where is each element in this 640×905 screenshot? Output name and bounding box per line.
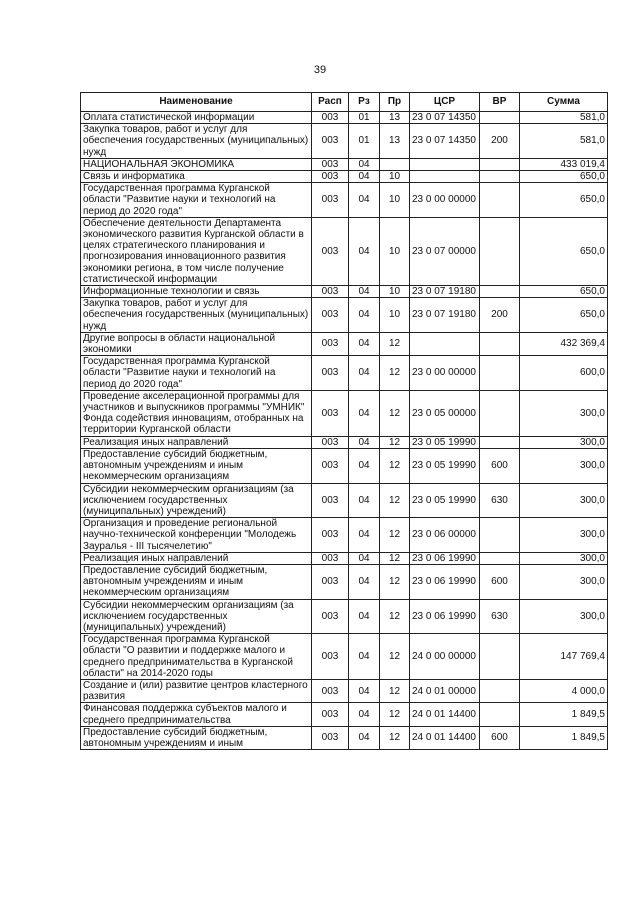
cell-name: Создание и (или) развитие центров кластерного развития	[81, 679, 312, 702]
cell-vr: 630	[480, 599, 520, 634]
cell-rz: 04	[349, 356, 380, 391]
cell-rz: 04	[349, 564, 380, 599]
cell-vr	[480, 703, 520, 726]
cell-pr: 12	[380, 726, 410, 749]
cell-sum: 300,0	[520, 436, 608, 448]
cell-rasp: 003	[312, 390, 349, 436]
cell-pr: 12	[380, 703, 410, 726]
cell-rasp: 003	[312, 217, 349, 285]
cell-vr	[480, 552, 520, 564]
table-body	[81, 112, 608, 750]
cell-name: Организация и проведение региональной научно-технической конференции "Молодежь Зауралья - III тысячелетию"	[81, 518, 312, 553]
cell-rz: 04	[349, 217, 380, 285]
cell-csr: 24 0 00 00000	[410, 634, 480, 680]
cell-rz: 04	[349, 158, 380, 170]
cell-pr: 12	[380, 436, 410, 448]
cell-rasp: 003	[312, 183, 349, 218]
table-row	[81, 599, 608, 634]
page-number: 39	[313, 64, 327, 76]
cell-csr: 23 0 07 14350	[410, 112, 480, 124]
cell-rasp: 003	[312, 634, 349, 680]
table-row	[81, 112, 608, 124]
cell-pr: 12	[380, 518, 410, 553]
table-row	[81, 483, 608, 518]
cell-csr: 24 0 01 14400	[410, 726, 480, 749]
table-row	[81, 436, 608, 448]
cell-csr	[410, 332, 480, 355]
cell-name: Связь и информатика	[81, 171, 312, 183]
cell-vr	[480, 332, 520, 355]
header-pr: Пр	[380, 93, 410, 112]
cell-csr: 23 0 06 00000	[410, 518, 480, 553]
cell-pr: 12	[380, 356, 410, 391]
table-row	[81, 634, 608, 680]
header-rasp: Расп	[312, 93, 349, 112]
cell-name: Реализация иных направлений	[81, 552, 312, 564]
cell-csr: 24 0 01 14400	[410, 703, 480, 726]
cell-sum: 300,0	[520, 518, 608, 553]
cell-sum: 650,0	[520, 298, 608, 333]
cell-pr: 13	[380, 124, 410, 159]
cell-pr: 10	[380, 171, 410, 183]
cell-sum: 1 849,5	[520, 703, 608, 726]
cell-name: Другие вопросы в области национальной экономики	[81, 332, 312, 355]
cell-pr	[380, 158, 410, 170]
cell-sum: 650,0	[520, 286, 608, 298]
cell-rz: 04	[349, 599, 380, 634]
cell-sum: 600,0	[520, 356, 608, 391]
cell-sum: 300,0	[520, 448, 608, 483]
cell-vr	[480, 217, 520, 285]
cell-rasp: 003	[312, 518, 349, 553]
cell-rasp: 003	[312, 124, 349, 159]
table-row	[81, 679, 608, 702]
cell-rasp: 003	[312, 703, 349, 726]
cell-rasp: 003	[312, 112, 349, 124]
cell-name: Финансовая поддержка субъектов малого и среднего предпринимательства	[81, 703, 312, 726]
cell-name: Оплата статистической информации	[81, 112, 312, 124]
cell-sum: 300,0	[520, 552, 608, 564]
cell-name: Предоставление субсидий бюджетным, автономным учреждениям и иным некоммерческим организациям	[81, 448, 312, 483]
cell-name: Субсидии некоммерческим организациям (за исключением государственных (муниципальных) учреждений)	[81, 599, 312, 634]
cell-rz: 04	[349, 436, 380, 448]
cell-sum: 650,0	[520, 171, 608, 183]
cell-csr: 23 0 06 19990	[410, 599, 480, 634]
cell-vr	[480, 634, 520, 680]
table-row	[81, 448, 608, 483]
cell-rz: 04	[349, 171, 380, 183]
cell-csr: 24 0 01 00000	[410, 679, 480, 702]
cell-name: Субсидии некоммерческим организациям (за исключением государственных (муниципальных) учреждений)	[81, 483, 312, 518]
cell-name: Закупка товаров, работ и услуг для обеспечения государственных (муниципальных) нужд	[81, 124, 312, 159]
cell-vr: 200	[480, 298, 520, 333]
cell-name: Предоставление субсидий бюджетным, автономным учреждениям и иным	[81, 726, 312, 749]
cell-vr: 630	[480, 483, 520, 518]
cell-rz: 04	[349, 483, 380, 518]
cell-rasp: 003	[312, 726, 349, 749]
table-row	[81, 332, 608, 355]
table-row	[81, 390, 608, 436]
cell-rz: 04	[349, 703, 380, 726]
cell-csr: 23 0 05 19990	[410, 483, 480, 518]
cell-csr: 23 0 06 19990	[410, 552, 480, 564]
cell-rz: 01	[349, 124, 380, 159]
table-row	[81, 286, 608, 298]
cell-rz: 04	[349, 679, 380, 702]
cell-sum: 147 769,4	[520, 634, 608, 680]
cell-vr	[480, 112, 520, 124]
cell-name: Закупка товаров, работ и услуг для обеспечения государственных (муниципальных) нужд	[81, 298, 312, 333]
cell-pr: 12	[380, 390, 410, 436]
cell-rz: 04	[349, 332, 380, 355]
cell-csr: 23 0 07 19180	[410, 286, 480, 298]
cell-rz: 01	[349, 112, 380, 124]
cell-vr	[480, 436, 520, 448]
cell-vr: 600	[480, 448, 520, 483]
cell-rasp: 003	[312, 298, 349, 333]
cell-vr: 600	[480, 564, 520, 599]
cell-rasp: 003	[312, 286, 349, 298]
cell-pr: 10	[380, 217, 410, 285]
cell-rz: 04	[349, 552, 380, 564]
cell-rasp: 003	[312, 356, 349, 391]
cell-rasp: 003	[312, 679, 349, 702]
cell-sum: 581,0	[520, 124, 608, 159]
cell-rz: 04	[349, 298, 380, 333]
table-row	[81, 564, 608, 599]
table-row	[81, 552, 608, 564]
cell-name: Предоставление субсидий бюджетным, автономным учреждениям и иным некоммерческим организациям	[81, 564, 312, 599]
cell-rasp: 003	[312, 448, 349, 483]
cell-pr: 10	[380, 183, 410, 218]
cell-pr: 12	[380, 552, 410, 564]
cell-sum: 650,0	[520, 183, 608, 218]
cell-pr: 12	[380, 448, 410, 483]
cell-csr: 23 0 06 19990	[410, 564, 480, 599]
cell-sum: 300,0	[520, 390, 608, 436]
cell-vr	[480, 679, 520, 702]
cell-sum: 4 000,0	[520, 679, 608, 702]
table-header-row	[81, 93, 608, 112]
cell-rasp: 003	[312, 552, 349, 564]
cell-vr	[480, 158, 520, 170]
cell-csr	[410, 171, 480, 183]
cell-csr: 23 0 05 00000	[410, 390, 480, 436]
cell-rasp: 003	[312, 158, 349, 170]
cell-csr: 23 0 00 00000	[410, 183, 480, 218]
cell-sum: 650,0	[520, 217, 608, 285]
cell-rz: 04	[349, 183, 380, 218]
cell-csr: 23 0 07 00000	[410, 217, 480, 285]
header-vr: ВР	[480, 93, 520, 112]
cell-name: Государственная программа Курганской области "Развитие науки и технологий на период до 2020 года"	[81, 356, 312, 391]
cell-csr	[410, 158, 480, 170]
table-row	[81, 183, 608, 218]
cell-vr: 600	[480, 726, 520, 749]
cell-rasp: 003	[312, 436, 349, 448]
cell-csr: 23 0 05 19990	[410, 448, 480, 483]
cell-rasp: 003	[312, 599, 349, 634]
budget-table	[80, 92, 608, 750]
header-rz: Рз	[349, 93, 380, 112]
cell-vr	[480, 390, 520, 436]
cell-pr: 12	[380, 332, 410, 355]
cell-name: Информационные технологии и связь	[81, 286, 312, 298]
cell-vr	[480, 518, 520, 553]
cell-pr: 12	[380, 599, 410, 634]
cell-sum: 433 019,4	[520, 158, 608, 170]
cell-rasp: 003	[312, 171, 349, 183]
table-row	[81, 158, 608, 170]
cell-pr: 13	[380, 112, 410, 124]
cell-rz: 04	[349, 634, 380, 680]
cell-rz: 04	[349, 390, 380, 436]
table-row	[81, 726, 608, 749]
table-row	[81, 298, 608, 333]
cell-rz: 04	[349, 286, 380, 298]
cell-name: Проведение акселерационной программы для участников и выпускников программы "УМНИК" Фонда содействия инновациям, отобранных на территории Курганской области	[81, 390, 312, 436]
table-row	[81, 518, 608, 553]
cell-sum: 300,0	[520, 599, 608, 634]
cell-sum: 432 369,4	[520, 332, 608, 355]
cell-csr: 23 0 00 00000	[410, 356, 480, 391]
table-row	[81, 124, 608, 159]
table-row	[81, 217, 608, 285]
cell-pr: 12	[380, 634, 410, 680]
cell-name: Государственная программа Курганской области "О развитии и поддержке малого и среднего предпринимательства в Курганской области" на 2014-2020 годы	[81, 634, 312, 680]
cell-pr: 10	[380, 286, 410, 298]
cell-name: НАЦИОНАЛЬНАЯ ЭКОНОМИКА	[81, 158, 312, 170]
cell-vr	[480, 171, 520, 183]
cell-name: Реализация иных направлений	[81, 436, 312, 448]
cell-pr: 12	[380, 679, 410, 702]
table-row	[81, 356, 608, 391]
table-row	[81, 703, 608, 726]
cell-vr	[480, 356, 520, 391]
cell-rz: 04	[349, 518, 380, 553]
cell-vr: 200	[480, 124, 520, 159]
cell-rz: 04	[349, 726, 380, 749]
cell-csr: 23 0 07 14350	[410, 124, 480, 159]
cell-vr	[480, 183, 520, 218]
cell-csr: 23 0 05 19990	[410, 436, 480, 448]
cell-sum: 581,0	[520, 112, 608, 124]
cell-name: Обеспечение деятельности Департамента экономического развития Курганской области в целях стратегического планирования и прогнозирования инновационного развития экономики региона, в том числе получение статистической информации	[81, 217, 312, 285]
header-csr: ЦСР	[410, 93, 480, 112]
cell-rz: 04	[349, 448, 380, 483]
cell-vr	[480, 286, 520, 298]
cell-pr: 12	[380, 564, 410, 599]
cell-sum: 300,0	[520, 564, 608, 599]
cell-rasp: 003	[312, 483, 349, 518]
cell-rasp: 003	[312, 564, 349, 599]
cell-rasp: 003	[312, 332, 349, 355]
cell-csr: 23 0 07 19180	[410, 298, 480, 333]
table-row	[81, 171, 608, 183]
cell-sum: 300,0	[520, 483, 608, 518]
header-sum: Сумма	[520, 93, 608, 112]
cell-pr: 10	[380, 298, 410, 333]
cell-name: Государственная программа Курганской области "Развитие науки и технологий на период до 2020 года"	[81, 183, 312, 218]
header-name: Наименование	[81, 93, 312, 112]
cell-sum: 1 849,5	[520, 726, 608, 749]
cell-pr: 12	[380, 483, 410, 518]
